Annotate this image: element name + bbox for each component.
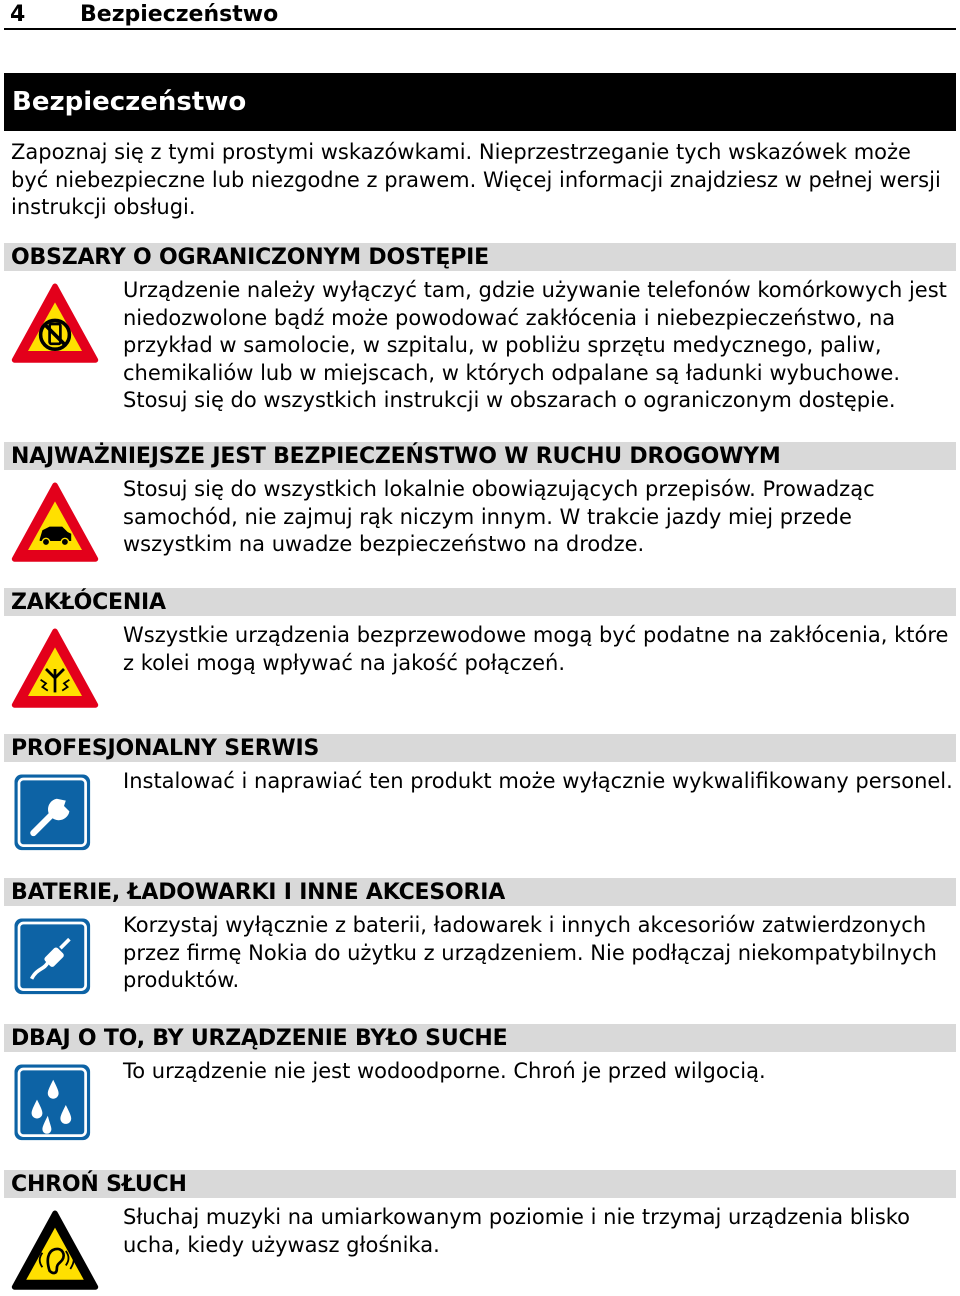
section-heading: ZAKŁÓCENIA xyxy=(4,588,956,616)
section-heading: BATERIE, ŁADOWARKI I INNE AKCESORIA xyxy=(4,878,956,906)
running-header xyxy=(4,0,956,30)
plug-icon xyxy=(10,914,100,1004)
section-accessories xyxy=(4,878,956,992)
section-text: Stosuj się do wszystkich lokalnie obowiązujących przepisów. Prowadząc samochód, nie zajmuj rąk niczym innym. W trakcie jazdy miej przede wszystkim na uwadze bezpieczeństwo na drodze. xyxy=(123,477,875,556)
section-text: Wszystkie urządzenia bezprzewodowe mogą być podatne na zakłócenia, które z kolei mogą wpływać na jakość połączeń. xyxy=(123,623,949,675)
section-road-safety xyxy=(4,442,956,556)
section-keep-dry xyxy=(4,1024,956,1083)
running-header-title: Bezpieczeństwo xyxy=(80,1,279,27)
section-text: Słuchaj muzyki na umiarkowanym poziomie i nie trzymaj urządzenia blisko ucha, kiedy używasz głośnika. xyxy=(123,1205,911,1257)
section-hearing xyxy=(4,1170,956,1257)
interference-warning-icon xyxy=(10,624,100,714)
intro-paragraph: Zapoznaj się z tymi prostymi wskazówkami. Nieprzestrzeganie tych wskazówek może być niebezpieczne lub niezgodne z prawem. Więcej informacji znajdziesz w pełnej wersji instrukcji obsługi. xyxy=(11,140,941,219)
section-text: Instalować i naprawiać ten produkt może wyłącznie wykwalifikowany personel. xyxy=(123,769,953,793)
section-text: To urządzenie nie jest wodoodporne. Chroń je przed wilgocią. xyxy=(123,1059,766,1083)
water-drops-icon xyxy=(10,1060,100,1150)
section-text: Korzystaj wyłącznie z baterii, ładowarek i innych akcesoriów zatwierdzonych przez firmę Nokia do użytku z urządzeniem. Nie podłączaj niekompatybilnych produktów. xyxy=(123,913,937,992)
section-heading: CHROŃ SŁUCH xyxy=(4,1170,956,1198)
section-heading: NAJWAŻNIEJSZE JEST BEZPIECZEŃSTWO W RUCHU DROGOWYM xyxy=(4,442,956,470)
wrench-icon xyxy=(10,770,100,860)
page-number: 4 xyxy=(10,1,26,27)
section-heading: OBSZARY O OGRANICZONYM DOSTĘPIE xyxy=(4,243,956,271)
section-text: Urządzenie należy wyłączyć tam, gdzie używanie telefonów komórkowych jest niedozwolone bądź może powodować zakłócenia i niebezpieczeństwo, na przykład w samolocie, w szpitalu, w pobliżu sprzętu medycznego, paliw, chemikaliów lub w miejscach, w których odpalane są ładunki wybuchowe. Stosuj się do wszystkich instrukcji w obszarach o ograniczonym dostępie. xyxy=(123,278,947,412)
no-phone-warning-icon xyxy=(10,279,100,369)
car-warning-icon xyxy=(10,478,100,568)
section-service xyxy=(4,734,956,793)
hearing-warning-icon xyxy=(10,1206,100,1296)
section-heading: PROFESJONALNY SERWIS xyxy=(4,734,956,762)
section-interference xyxy=(4,588,956,675)
section-restricted-areas xyxy=(4,243,956,412)
page-title: Bezpieczeństwo xyxy=(4,73,956,131)
section-heading: DBAJ O TO, BY URZĄDZENIE BYŁO SUCHE xyxy=(4,1024,956,1052)
